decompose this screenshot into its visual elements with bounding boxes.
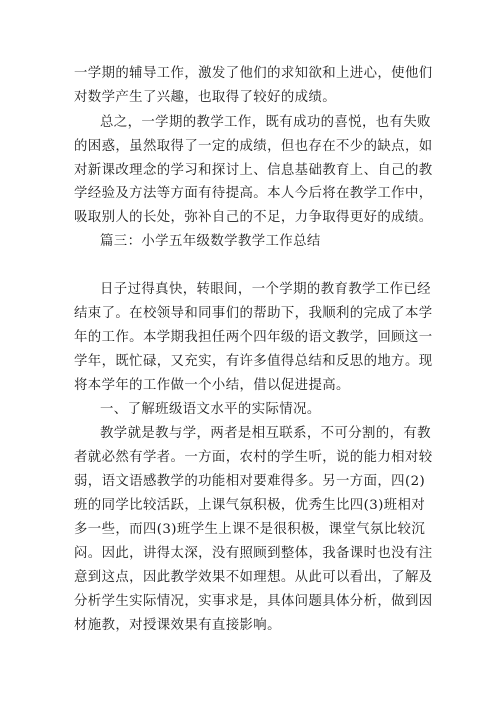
text-line: 年的工作。本学期我担任两个四年级的语文教学，回顾这一 xyxy=(74,330,433,345)
text-line: 学经验及方法等方面有待提高。本人今后将在教学工作中， xyxy=(74,186,433,201)
text-line: 者就必然有学者。一方面，农村的学生听，说的能力相对较 xyxy=(74,450,433,465)
text-line: 闷。因此，讲得太深，没有照顾到整体，我备课时也没有注 xyxy=(74,546,433,561)
text-line: 教学就是教与学，两者是相互联系，不可分割的，有教 xyxy=(100,426,431,441)
text-line: 弱，语文语感教学的功能相对要难得多。另一方面，四(2) xyxy=(74,474,426,489)
text-line: 意到这点，因此教学效果不如理想。从此可以看出，了解及 xyxy=(74,570,433,585)
text-line: 的困惑，虽然取得了一定的成绩，但也存在不少的缺点，如 xyxy=(74,139,433,154)
text-line: 材施教，对授课效果有直接影响。 xyxy=(74,618,281,633)
text-line: 吸取别人的长处，弥补自己的不足，力争取得更好的成绩。 xyxy=(74,210,433,225)
text-line: 将本学年的工作做一个小结，借以促进提高。 xyxy=(74,378,350,393)
text-line: 日子过得真快，转眼间，一个学期的教育教学工作已经 xyxy=(100,282,431,297)
text-line: 班的同学比较活跃，上课气氛积极，优秀生比四(3)班相对 xyxy=(74,498,426,513)
subheading: 一、了解班级语文水平的实际情况。 xyxy=(100,402,321,417)
section-heading: 篇三：小学五年级数学教学工作总结 xyxy=(100,234,321,249)
text-line: 总之，一学期的教学工作，既有成功的喜悦，也有失败 xyxy=(100,115,431,130)
text-line: 对新课改理念的学习和探讨上、信息基础教育上、自己的教 xyxy=(74,163,433,178)
text-line: 结束了。在校领导和同事们的帮助下，我顺利的完成了本学 xyxy=(74,306,433,321)
text-line: 多一些，而四(3)班学生上课不是很积极，课堂气氛比较沉 xyxy=(74,522,426,537)
text-line: 分析学生实际情况，实事求是，具体问题具体分析，做到因 xyxy=(74,594,433,609)
text-line: 学年，既忙碌，又充实，有许多值得总结和反思的地方。现 xyxy=(74,354,433,369)
text-line: 对数学产生了兴趣，也取得了较好的成绩。 xyxy=(74,90,337,105)
text-line: 一学期的辅导工作，激发了他们的求知欲和上进心，使他们 xyxy=(74,66,433,81)
